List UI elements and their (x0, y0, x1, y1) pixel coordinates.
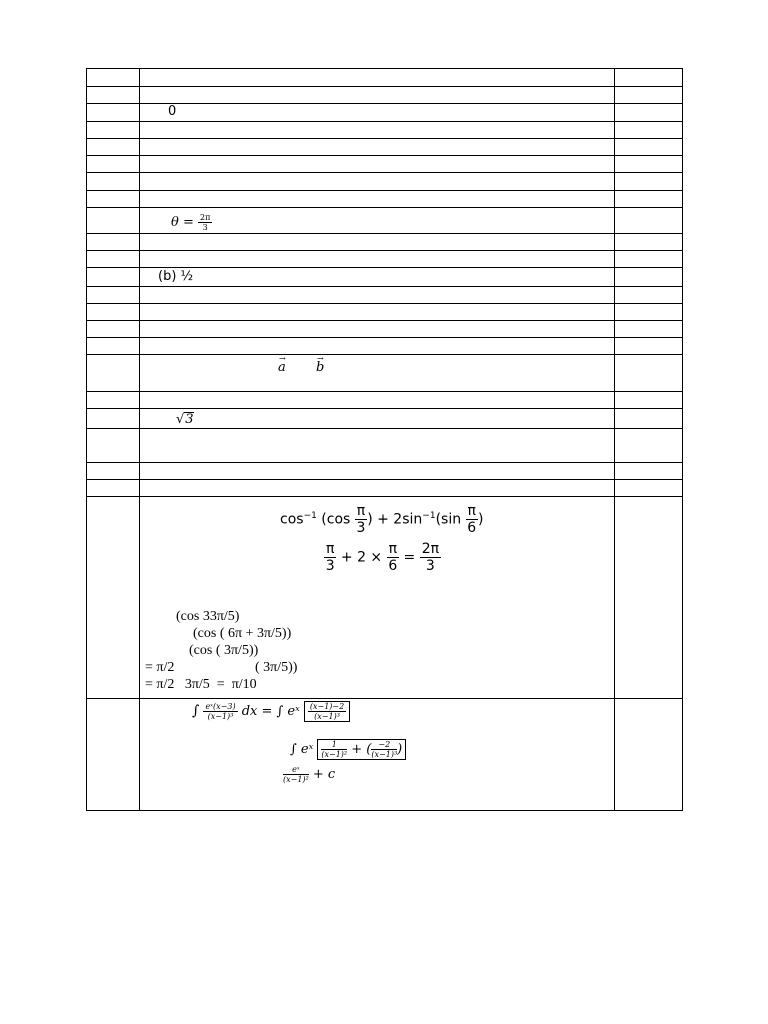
table-row (87, 355, 683, 392)
frac-den: (x−1)³ (207, 712, 234, 721)
result-expression (324, 541, 441, 574)
sqrt-symbol: √ (176, 412, 185, 427)
frac-num: eˣ (283, 765, 309, 775)
expr-equals: = (403, 549, 416, 566)
step-1: (cos 33π/5) (176, 609, 240, 624)
frac-ex-x1sq (283, 765, 309, 784)
sqrt-radicand: 3 (185, 412, 194, 427)
table-row (87, 251, 683, 268)
table-row (87, 173, 683, 191)
vector-b-label: → b (316, 361, 324, 375)
frac-pi-6 (387, 541, 399, 574)
table-row (87, 287, 683, 304)
table-row (87, 69, 683, 87)
table-row (87, 268, 683, 287)
expr-plus-sin: ) + 2sin (367, 511, 423, 528)
plus-constant: + c (312, 767, 336, 782)
plus-sign: + (351, 742, 363, 757)
vector-a (278, 361, 286, 375)
table-row (87, 156, 683, 173)
frac-num: π (388, 541, 398, 557)
step-3: (cos ( 3π/5)) (189, 643, 259, 658)
bracket-1 (304, 701, 350, 722)
frac-2pi-3 (420, 541, 441, 574)
expr-sup1: −1 (303, 510, 317, 521)
table-row (87, 208, 683, 234)
table-row (87, 234, 683, 251)
frac-integrand (203, 702, 237, 721)
table-row (87, 104, 683, 122)
table-row (87, 321, 683, 338)
expr-close: ) (477, 511, 484, 528)
expr-cos: cos (280, 511, 304, 528)
theta-lhs: θ = (171, 215, 194, 230)
inverse-trig-expression (280, 503, 483, 536)
step-2: (cos ( 6π + 3π/5)) (193, 626, 292, 641)
expr-plus-two-times: + 2 × (340, 549, 383, 566)
frac-pi-6 (466, 503, 478, 536)
table-row (87, 409, 683, 429)
frac-pi-3 (324, 541, 336, 574)
frac-num: eˣ(x−3) (205, 702, 236, 711)
frac-den: (x−1)² (283, 775, 309, 784)
expr-sup2: −1 (422, 510, 436, 521)
step-5: = π/2 3π/5 = π/10 (145, 677, 257, 692)
theta-numerator: 2π (200, 213, 211, 222)
sqrt-three (176, 412, 194, 427)
frac-den: (x−1)³ (314, 712, 340, 721)
table-row (87, 699, 683, 811)
table-row (87, 139, 683, 156)
frac-neg2-x1cube (371, 740, 397, 759)
frac-num: 1 (321, 740, 347, 750)
frac-den: (x−1)³ (371, 750, 398, 759)
expr-sin-open: (sin (435, 511, 462, 528)
theta-fraction (198, 213, 212, 232)
bracket-2: $\frac{1}{\text{(x−1)²}}$ + ( $\frac{-2}{\text{(x−1)³}}$ ) (317, 739, 406, 760)
frac-pi-3 (355, 503, 367, 536)
table-row (87, 304, 683, 321)
theta-answer (171, 213, 212, 232)
theta-denominator: 3 (202, 223, 208, 232)
table-row (87, 338, 683, 355)
table-row (87, 122, 683, 139)
answer-table (86, 68, 683, 811)
table-row (87, 497, 683, 699)
frac-num: π (326, 541, 335, 557)
integral-sign: ∫ (192, 703, 200, 719)
step-4b: ( 3π/5)) (255, 660, 298, 675)
frac-den: 3 (325, 558, 335, 574)
frac-den: 6 (388, 558, 398, 574)
frac-num: 2π (421, 541, 440, 557)
frac-num: π (356, 503, 366, 519)
integral-line-2 (290, 739, 406, 760)
frac-den: 3 (425, 558, 435, 574)
table-row (87, 463, 683, 480)
frac-split (308, 702, 346, 721)
table-row (87, 480, 683, 497)
expr-cos-open: (cos (321, 511, 351, 528)
table-row (87, 87, 683, 104)
table-row (87, 392, 683, 409)
step-4a: = π/2 (145, 660, 175, 675)
dx-equals: dx = ∫ eˣ (241, 704, 300, 719)
frac-num: π (467, 503, 476, 519)
frac-num: −2 (371, 740, 397, 750)
frac-num: (x−1)−2 (309, 702, 345, 711)
answer-b-half: (b) ½ (158, 269, 194, 284)
table-row (87, 191, 683, 208)
vector-a-label: → a (278, 361, 286, 375)
table-row (87, 429, 683, 463)
frac-1-x1sq (321, 740, 347, 759)
frac-den: 6 (467, 520, 477, 536)
vector-b (316, 361, 324, 375)
frac-den: (x−1)² (321, 750, 348, 759)
answer-zero: 0 (168, 104, 177, 119)
integral-ex: ∫ eˣ (290, 742, 314, 757)
frac-den: 3 (356, 520, 366, 536)
integral-result (283, 765, 335, 784)
integral-line-1 (192, 701, 350, 722)
